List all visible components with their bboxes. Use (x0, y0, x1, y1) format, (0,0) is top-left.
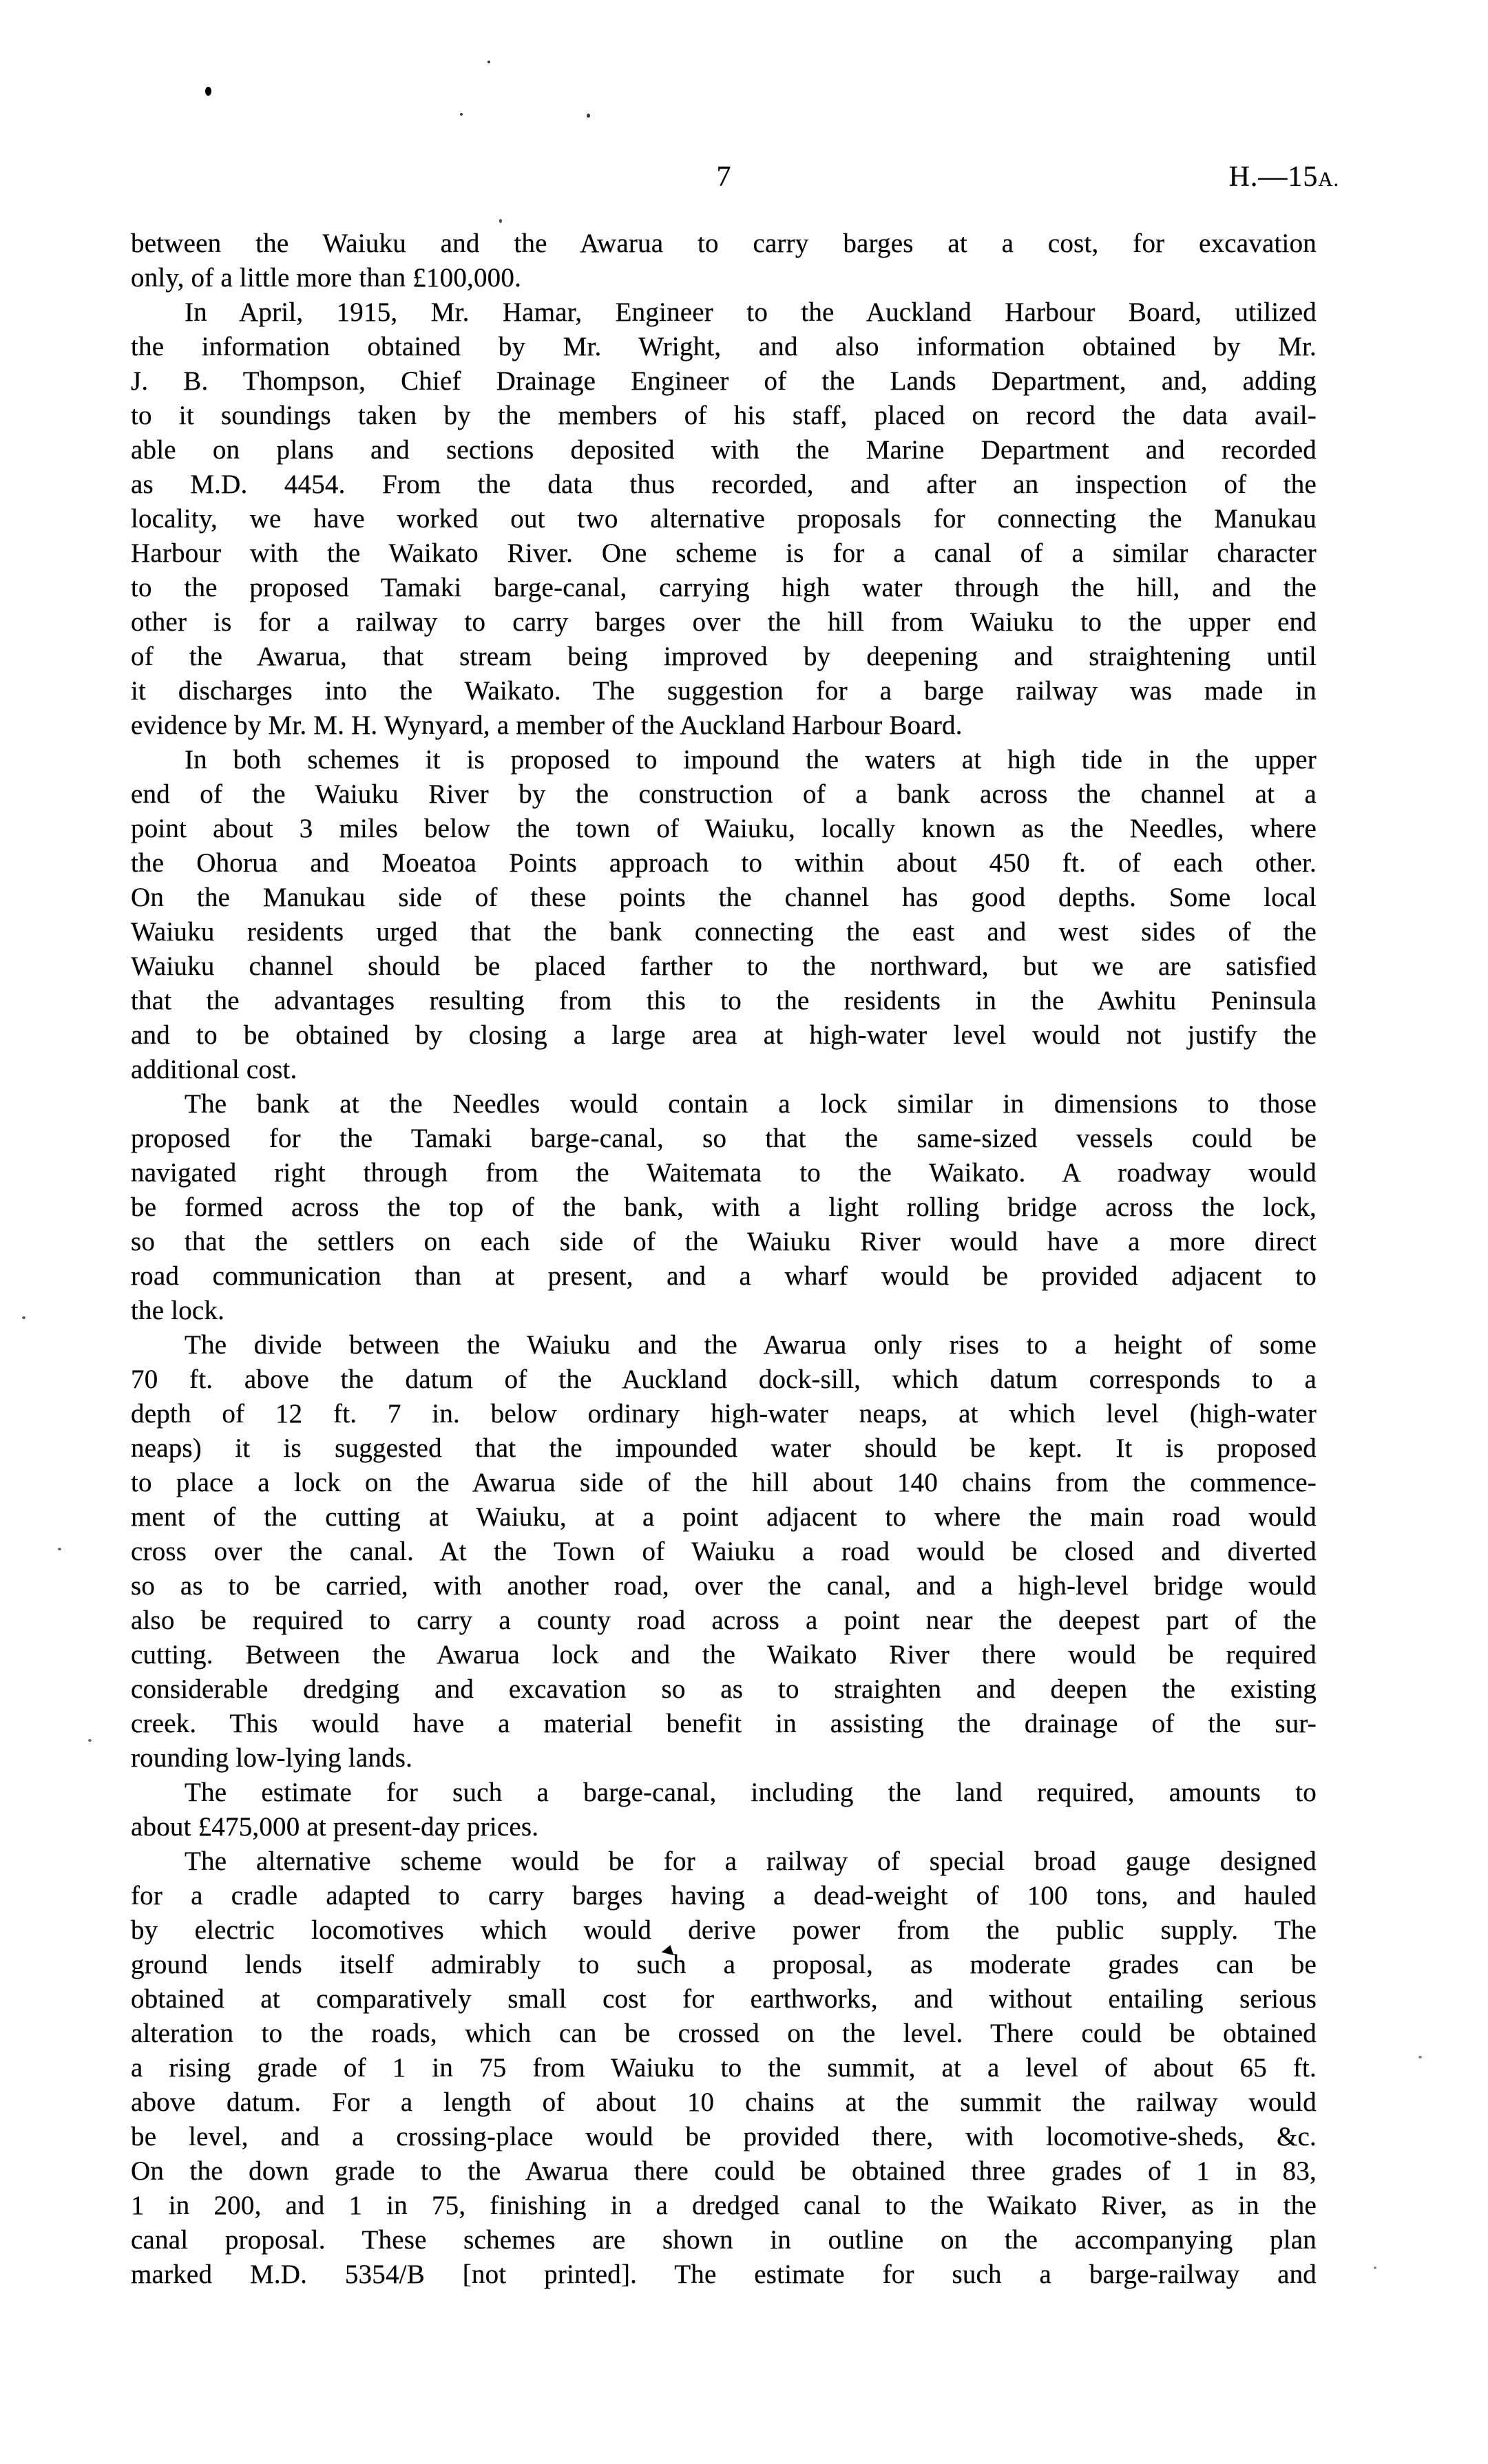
doc-ref-smallcap: A. (1318, 169, 1339, 191)
text-line: ground lends itself admirably to such a proposal, as moderate grades can be (131, 1950, 1317, 1979)
text-line: rounding low-lying lands. (131, 1743, 413, 1773)
text-line: the information obtained by Mr. Wright, and also information obtained by Mr. (131, 332, 1317, 361)
text-line: other is for a railway to carry barges over the hill from Waiuku to the upper end (131, 607, 1317, 637)
text-line: to place a lock on the Awarua side of the hill about 140 chains from the commence- (131, 1468, 1317, 1497)
ink-speck (460, 113, 463, 116)
text-line: the Ohorua and Moeatoa Points approach to within about 450 ft. of each other. (131, 848, 1317, 878)
text-line: cross over the canal. At the Town of Waiuku a road would be closed and diverted (131, 1537, 1317, 1566)
text-line: to the proposed Tamaki barge-canal, carrying high water through the hill, and the (131, 573, 1317, 602)
ink-speck (88, 1739, 92, 1742)
ink-speck (22, 1316, 25, 1319)
text-line: creek. This would have a material benefit in assisting the drainage of the sur- (131, 1709, 1317, 1738)
text-line: evidence by Mr. M. H. Wynyard, a member of the Auckland Harbour Board. (131, 710, 963, 740)
text-line: neaps) it is suggested that the impounded water should be kept. It is proposed (131, 1433, 1317, 1463)
text-line: Harbour with the Waikato River. One scheme is for a canal of a similar character (131, 538, 1317, 568)
text-line: considerable dredging and excavation so as to straighten and deepen the existing (131, 1674, 1317, 1704)
text-line: by electric locomotives which would derive power from the public supply. The (131, 1915, 1317, 1945)
text-line: only, of a little more than £100,000. (131, 263, 522, 293)
paragraph (131, 227, 1317, 295)
text-line: proposed for the Tamaki barge-canal, so that the same-sized vessels could be (131, 1124, 1317, 1153)
ink-speck (488, 61, 490, 63)
text-line: 1 in 200, and 1 in 75, finishing in a dredged canal to the Waikato River, as in the (131, 2191, 1317, 2220)
paragraph (131, 1087, 1317, 1328)
text-line: locality, we have worked out two alternative proposals for connecting the Manukau (131, 504, 1317, 534)
text-line: Waiuku channel should be placed farther to the northward, but we are satisfied (131, 951, 1317, 981)
body-text (131, 227, 1317, 2292)
text-line: 70 ft. above the datum of the Auckland dock-sill, which datum corresponds to a (131, 1365, 1317, 1394)
text-line: obtained at comparatively small cost for earthworks, and without entailing serious (131, 1984, 1317, 2014)
paragraph (131, 743, 1317, 1087)
text-line: end of the Waiuku River by the construction of a bank across the channel at a (131, 779, 1317, 809)
text-line: also be required to carry a county road across a point near the deepest part of the (131, 1605, 1317, 1635)
text-line: navigated right through from the Waitemata to the Waikato. A roadway would (131, 1158, 1317, 1188)
text-line: of the Awarua, that stream being improved by deepening and straightening until (131, 642, 1317, 671)
text-line: cutting. Between the Awarua lock and the Waikato River there would be required (131, 1640, 1317, 1670)
text-line: that the advantages resulting from this to the residents in the Awhitu Peninsula (131, 986, 1317, 1015)
text-line: Waiuku residents urged that the bank connecting the east and west sides of the (131, 917, 1317, 947)
text-line: for a cradle adapted to carry barges having a dead-weight of 100 tons, and hauled (131, 1881, 1317, 1910)
text-line: additional cost. (131, 1055, 297, 1084)
text-line: The bank at the Needles would contain a lock similar in dimensions to those (185, 1089, 1317, 1119)
ink-speck (1418, 2056, 1422, 2058)
text-line: the lock. (131, 1296, 225, 1325)
text-line: so as to be carried, with another road, over the canal, and a high-level bridge would (131, 1571, 1317, 1601)
paragraph (131, 295, 1317, 743)
text-line: The divide between the Waiuku and the Awarua only rises to a height of some (185, 1330, 1317, 1360)
paragraph (131, 1328, 1317, 1776)
doc-ref-main: H.—15 (1228, 161, 1319, 193)
page-number: 7 (716, 161, 731, 193)
text-line: depth of 12 ft. 7 in. below ordinary high-water neaps, at which level (high-water (131, 1399, 1317, 1429)
text-line: it discharges into the Waikato. The suggestion for a barge railway was made in (131, 676, 1317, 706)
text-line: between the Waiuku and the Awarua to carry barges at a cost, for excavation (131, 229, 1317, 258)
text-line: On the down grade to the Awarua there could be obtained three grades of 1 in 83, (131, 2156, 1317, 2186)
text-line: The alternative scheme would be for a railway of special broad gauge designed (185, 1846, 1317, 1876)
ink-speck (205, 87, 211, 96)
text-line: above datum. For a length of about 10 chains at the summit the railway would (131, 2087, 1317, 2117)
ink-speck (1374, 2266, 1376, 2269)
text-line: so that the settlers on each side of the Waiuku River would have a more direct (131, 1227, 1317, 1256)
text-line: and to be obtained by closing a large area at high-water level would not justify the (131, 1020, 1317, 1050)
text-line: alteration to the roads, which can be crossed on the level. There could be obtained (131, 2019, 1317, 2048)
text-line: The estimate for such a barge-canal, including the land required, amounts to (185, 1778, 1317, 1807)
text-line: ment of the cutting at Waiuku, at a point adjacent to where the main road would (131, 1502, 1317, 1532)
text-line: able on plans and sections deposited with the Marine Department and recorded (131, 435, 1317, 465)
text-line: In April, 1915, Mr. Hamar, Engineer to the Auckland Harbour Board, utilized (185, 297, 1317, 327)
text-line: road communication than at present, and a wharf would be provided adjacent to (131, 1261, 1317, 1291)
text-line: a rising grade of 1 in 75 from Waiuku to the summit, at a level of about 65 ft. (131, 2053, 1317, 2083)
ink-speck (499, 219, 502, 223)
ink-speck (58, 1548, 61, 1550)
text-line: point about 3 miles below the town of Waiuku, locally known as the Needles, where (131, 814, 1317, 843)
document-reference (1229, 159, 1339, 198)
text-line: to it soundings taken by the members of his staff, placed on record the data avail- (131, 401, 1317, 430)
text-line: On the Manukau side of these points the channel has good depths. Some local (131, 883, 1317, 912)
text-line: In both schemes it is proposed to impound the waters at high tide in the upper (185, 745, 1317, 775)
text-line: as M.D. 4454. From the data thus recorded, and after an inspection of the (131, 470, 1317, 499)
text-line: canal proposal. These schemes are shown in outline on the accompanying plan (131, 2225, 1317, 2255)
text-line: about £475,000 at present-day prices. (131, 1812, 539, 1842)
text-line: be level, and a crossing-place would be provided there, with locomotive-sheds, &c. (131, 2122, 1317, 2151)
paragraph (131, 1844, 1317, 2292)
text-line: be formed across the top of the bank, with a light rolling bridge across the lock, (131, 1192, 1317, 1222)
text-line: J. B. Thompson, Chief Drainage Engineer of the Lands Department, and, adding (131, 366, 1317, 396)
ink-speck (587, 114, 590, 118)
text-line: marked M.D. 5354/B [not printed]. The estimate for such a barge-railway and (131, 2260, 1317, 2289)
page-header (131, 159, 1339, 195)
paragraph (131, 1776, 1317, 1844)
